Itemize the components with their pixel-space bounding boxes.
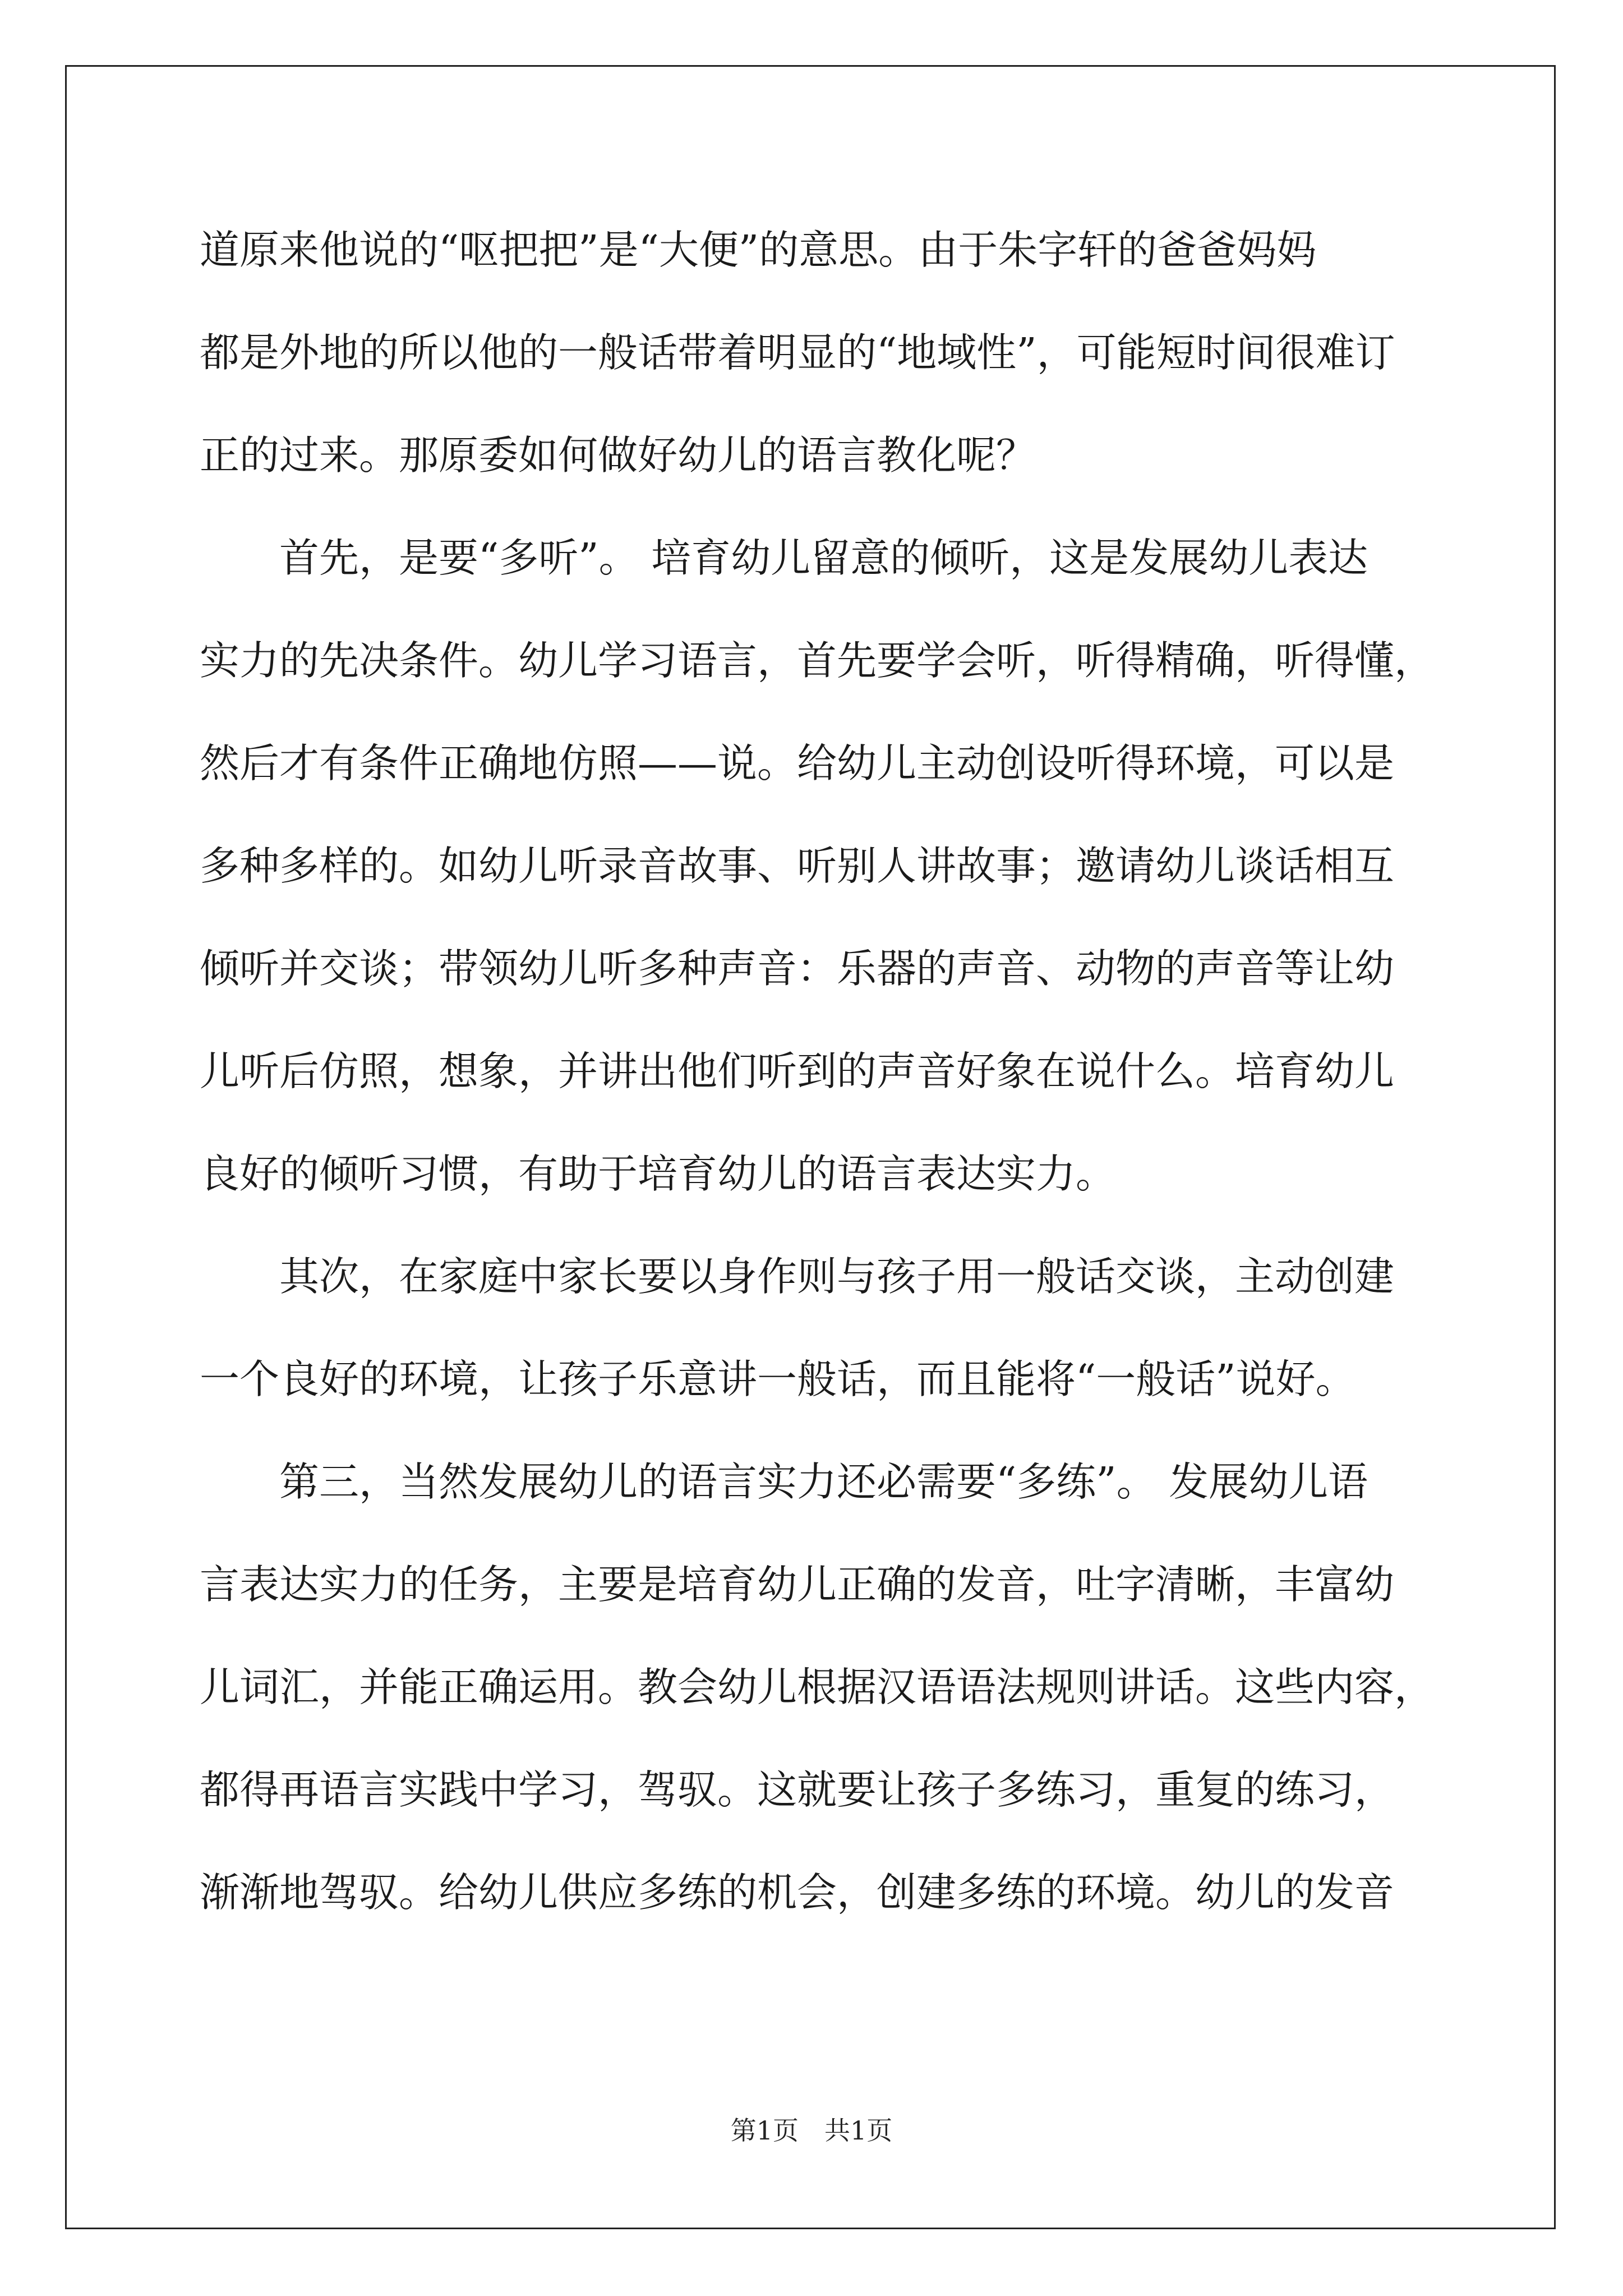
text-line: 都得再语言实践中学习，驾驭。这就要让孩子多练习，重复的练习， — [200, 1766, 1395, 1813]
text-line: 一个良好的环境，让孩子乐意讲一般话，而且能将“一般话”说好。 — [200, 1356, 1355, 1402]
text-line: 儿听后仿照，想象，并讲出他们听到的声音好象在说什么。培育幼儿 — [200, 1048, 1395, 1094]
text-line: 正的过来。那原委如何做好幼儿的语言教化呢？ — [200, 432, 1036, 478]
text-line: 实力的先决条件。幼儿学习语言，首先要学会听，听得精确，听得懂， — [200, 637, 1435, 684]
text-line: 多种多样的。如幼儿听录音故事、听别人讲故事；邀请幼儿谈话相互 — [200, 843, 1395, 889]
text-line: 倾听并交谈；带领幼儿听多种声音：乐器的声音、动物的声音等让幼 — [200, 945, 1395, 992]
text-line: 第三，当然发展幼儿的语言实力还必需要“多练”。 发展幼儿语 — [200, 1458, 1368, 1505]
text-line: 首先，是要“多听”。 培育幼儿留意的倾听，这是发展幼儿表达 — [200, 535, 1368, 581]
page-number-footer: 第1页 共1页 — [730, 2115, 893, 2146]
text-line: 然后才有条件正确地仿照——说。给幼儿主动创设听得环境，可以是 — [200, 740, 1395, 786]
text-line: 道原来他说的“呕把把”是“大便”的意思。由于朱字轩的爸爸妈妈 — [200, 227, 1317, 273]
document-body — [200, 213, 1433, 1958]
text-line: 儿词汇，并能正确运用。教会幼儿根据汉语语法规则讲话。这些内容， — [200, 1664, 1435, 1710]
text-line: 言表达实力的任务，主要是培育幼儿正确的发音，吐字清晰，丰富幼 — [200, 1561, 1395, 1608]
text-line: 良好的倾听习惯，有助于培育幼儿的语言表达实力。 — [200, 1151, 1116, 1197]
text-line: 其次，在家庭中家长要以身作则与孩子用一般话交谈，主动创建 — [200, 1253, 1395, 1300]
text-line: 渐渐地驾驭。给幼儿供应多练的机会，创建多练的环境。幼儿的发音 — [200, 1869, 1395, 1916]
text-line: 都是外地的所以他的一般话带着明显的“地域性”，可能短时间很难订 — [200, 329, 1395, 376]
